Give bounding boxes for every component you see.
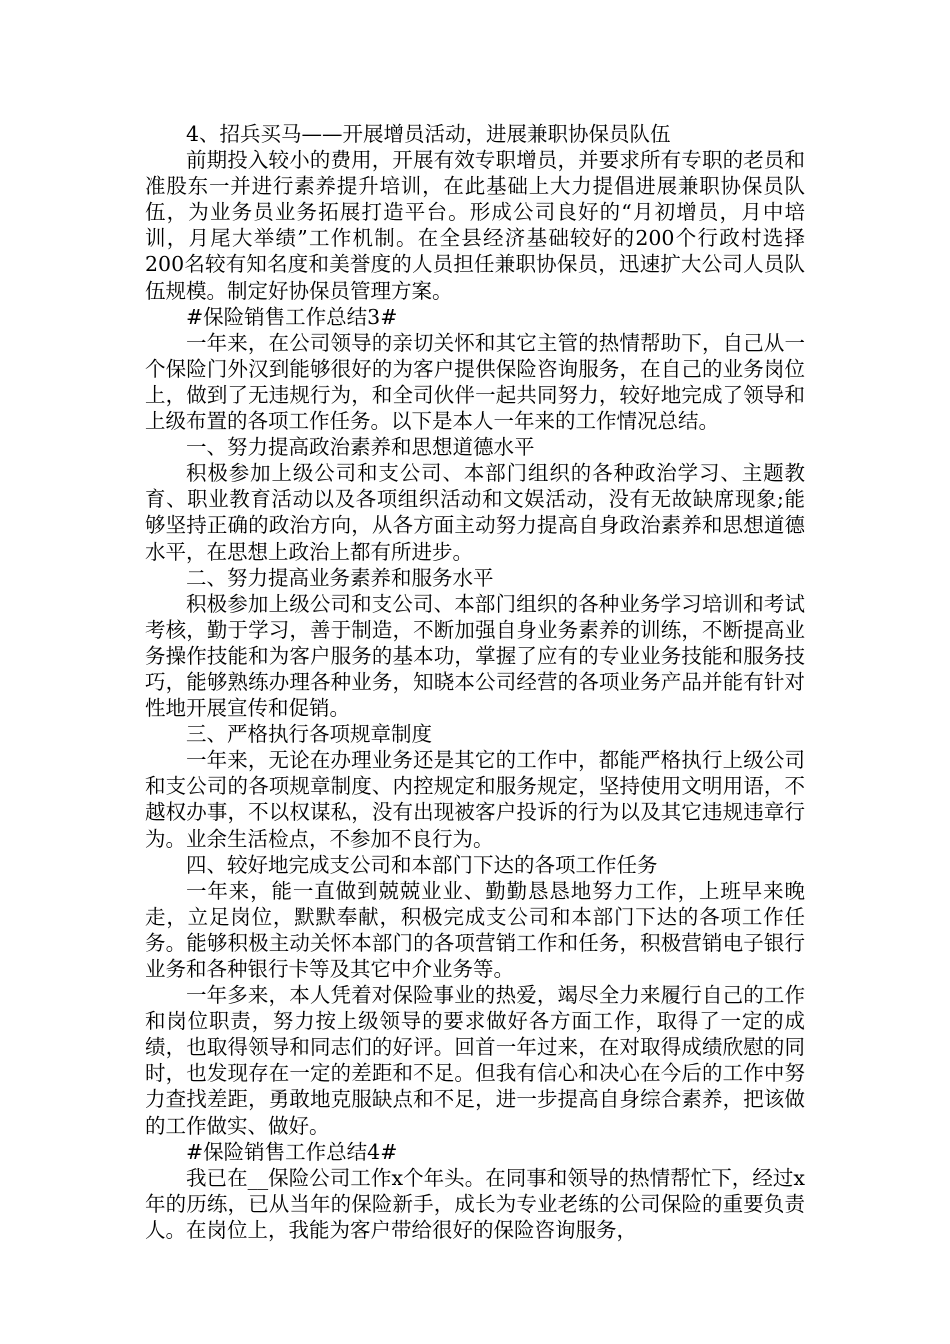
section-title-summary-4: #保险销售工作总结4# [186,1139,398,1164]
section-heading-recruitment: 4、招兵买马——开展增员活动，进展兼职协保员队伍 [186,122,671,146]
heading-business-quality: 二、努力提高业务素养和服务水平 [186,565,494,590]
heading-rules: 三、严格执行各项规章制度 [186,722,432,747]
paragraph-summary-4-intro: 我已在__保险公司工作x个年头。在同事和领导的热情帮忙下，经过x年的历练，已从当年的保险新手，成长为专业老练的公司保险的重要负责人。在岗位上，我能为客户带给很好的保险咨询服务， [145,1165,805,1242]
paragraph-political-quality: 积极参加上级公司和支公司、本部门组织的各种政治学习、主题教育、职业教育活动以及各项组织活动和文娱活动，没有无故缺席现象;能够坚持正确的政治方向，从各方面主动努力提高自身政治素养和思想道德水平，在思想上政治上都有所进步。 [145,461,805,564]
paragraph-rules: 一年来，无论在办理业务还是其它的工作中，都能严格执行上级公司和支公司的各项规章制度、内控规定和服务规定，坚持使用文明用语，不越权办事，不以权谋私，没有出现被客户投诉的行为以及其它违规违章行为。业余生活检点，不参加不良行为。 [145,748,805,851]
paragraph-business-quality: 积极参加上级公司和支公司、本部门组织的各种业务学习培训和考试考核，勤于学习，善于制造，不断加强自身业务素养的训练，不断提高业务操作技能和为客户服务的基本功，掌握了应有的专业业务技能和服务技巧，能够熟练办理各种业务，知晓本公司经营的各项业务产品并能有针对性地开展宣传和促销。 [145,591,805,721]
heading-political-quality: 一、努力提高政治素养和思想道德水平 [186,435,535,460]
document-body [145,121,805,1243]
heading-tasks: 四、较好地完成支公司和本部门下达的各项工作任务 [186,852,658,877]
paragraph-year-review: 一年多来，本人凭着对保险事业的热爱，竭尽全力来履行自己的工作和岗位职责，努力按上级领导的要求做好各方面工作，取得了一定的成绩，也取得领导和同志们的好评。回首一年过来，在对取得成绩欣慰的同时，也发现存在一定的差距和不足。但我有信心和决心在今后的工作中努力查找差距，勇敢地克服缺点和不足，进一步提高自身综合素养，把该做的工作做实、做好。 [145,983,805,1138]
section-title-summary-3: #保险销售工作总结3# [186,304,398,329]
paragraph-recruitment-plan: 前期投入较小的费用，开展有效专职增员，并要求所有专职的老员和准股东一并进行素养提升培训，在此基础上大力提倡进展兼职协保员队伍，为业务员业务拓展打造平台。形成公司良好的“月初增员，月中培训，月尾大举绩”工作机制。在全县经济基础较好的200个行政村选择200名较有知名度和美誉度的人员担任兼职协保员，迅速扩大公司人员队伍规模。制定好协保员管理方案。 [145,148,805,303]
paragraph-summary-3-intro: 一年来，在公司领导的亲切关怀和其它主管的热情帮助下，自己从一个保险门外汉到能够很好的为客户提供保险咨询服务，在自己的业务岗位上，做到了无违规行为，和全司伙伴一起共同努力，较好地完成了领导和上级布置的各项工作任务。以下是本人一年来的工作情况总结。 [145,330,805,434]
paragraph-tasks: 一年来，能一直做到兢兢业业、勤勤恳恳地努力工作，上班早来晚走，立足岗位，默默奉献，积极完成支公司和本部门下达的各项工作任务。能够积极主动关怀本部门的各项营销工作和任务，积极营销电子银行业务和各种银行卡等及其它中介业务等。 [145,878,805,981]
